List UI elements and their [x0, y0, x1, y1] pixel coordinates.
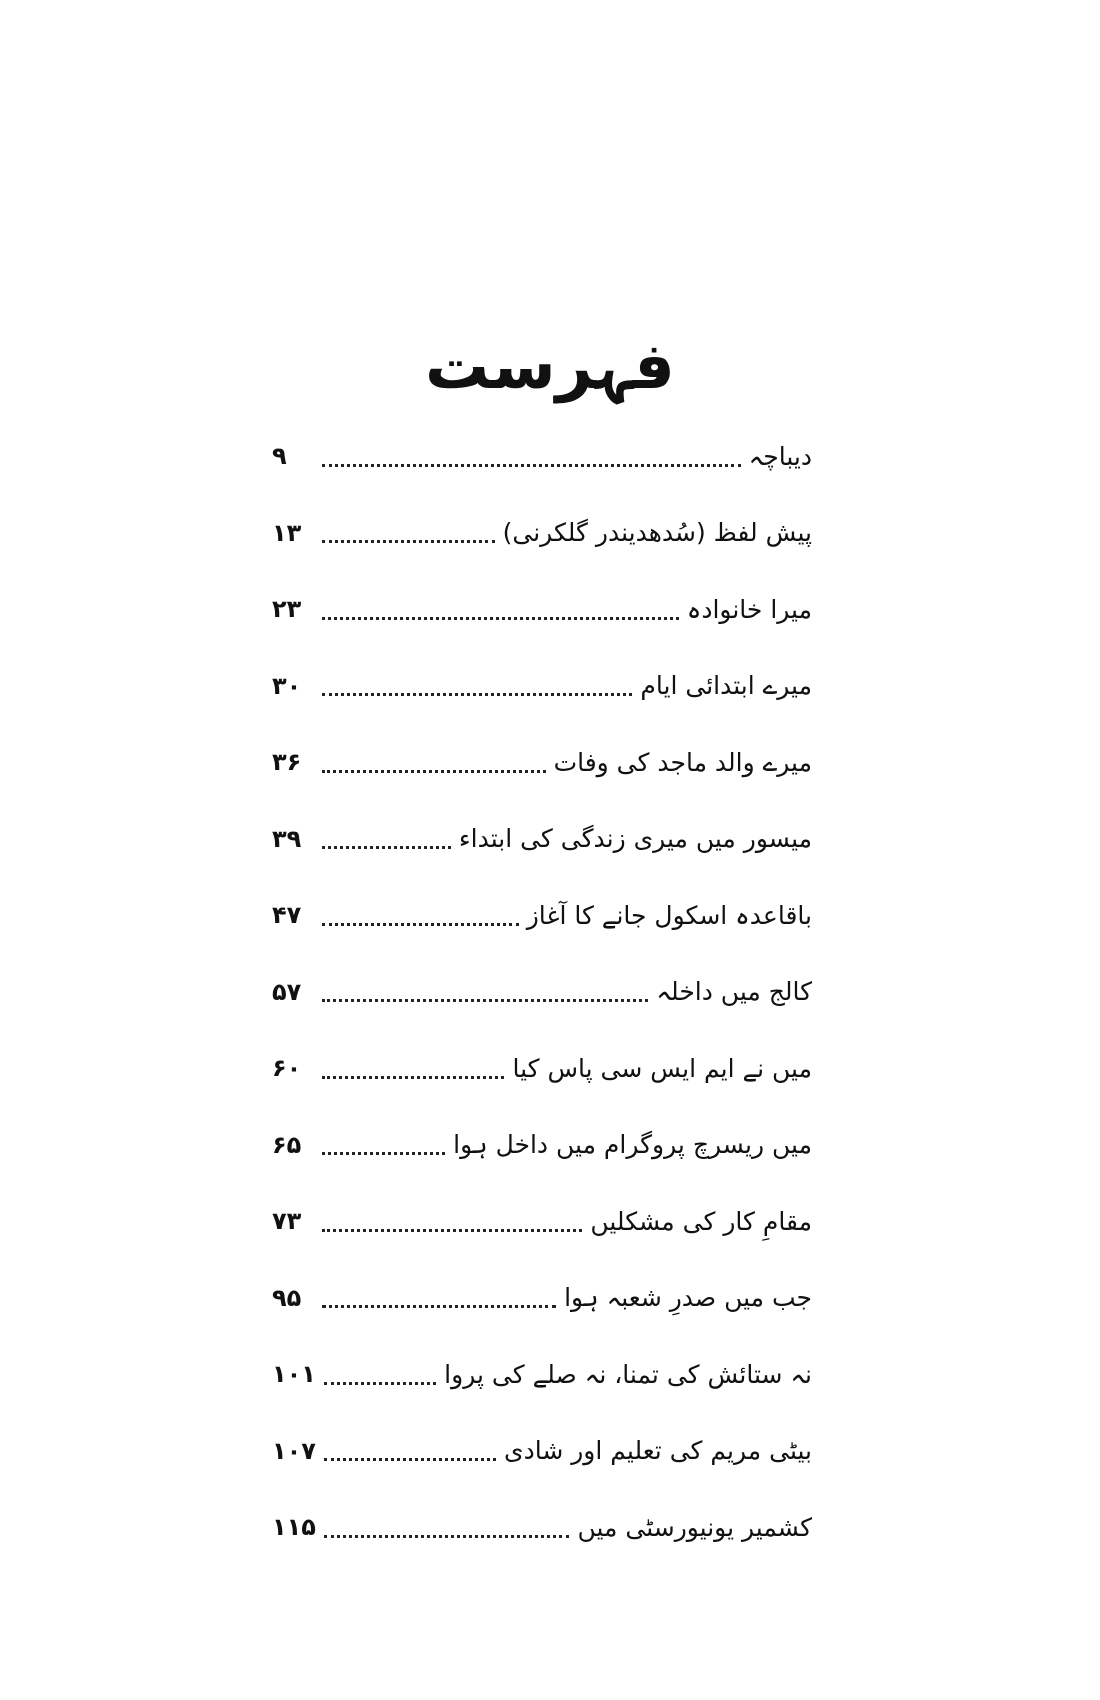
dot-leader — [322, 462, 741, 467]
toc-title: باقاعدہ اسکول جانے کا آغاز — [526, 900, 812, 930]
toc-page-number: ۱۰۱ — [272, 1360, 316, 1389]
toc-page-number: ۳۰ — [272, 671, 302, 700]
dot-leader — [322, 1303, 556, 1308]
toc-entry — [272, 648, 812, 725]
toc-entry — [272, 724, 812, 801]
toc-entry — [272, 1260, 812, 1337]
toc-entry — [272, 1336, 812, 1413]
toc-page-number: ۳۶ — [272, 748, 302, 777]
toc-entry — [272, 1030, 812, 1107]
toc-entry — [272, 1489, 812, 1566]
toc-title: کالج میں داخلہ — [656, 977, 812, 1007]
toc-page-number: ۳۹ — [272, 824, 302, 853]
toc-page-number: ۴۷ — [272, 901, 302, 930]
toc-title: نہ ستائش کی تمنا، نہ صلے کی پروا — [444, 1359, 812, 1389]
dot-leader — [322, 615, 679, 620]
toc-entry — [272, 571, 812, 648]
dot-leader — [322, 921, 519, 926]
toc-title: میرے والد ماجد کی وفات — [553, 747, 812, 777]
dot-leader — [322, 768, 546, 773]
toc-entry — [272, 1183, 812, 1260]
dot-leader — [324, 1380, 436, 1385]
toc-entry — [272, 954, 812, 1031]
toc-title: کشمیر یونیورسٹی میں — [577, 1512, 812, 1542]
dot-leader — [324, 1456, 496, 1461]
toc-title: میرا خانوادہ — [686, 594, 812, 624]
toc-page-number: ۹ — [272, 442, 287, 471]
toc-page-number: ۱۱۵ — [272, 1513, 316, 1542]
dot-leader — [322, 997, 648, 1002]
toc-page-number: ۶۵ — [272, 1130, 302, 1159]
toc-title: جب میں صدرِ شعبہ ہوا — [564, 1283, 812, 1313]
toc-title: میں ریسرچ پروگرام میں داخل ہوا — [453, 1130, 812, 1160]
toc-title: بیٹی مریم کی تعلیم اور شادی — [504, 1436, 812, 1466]
toc-title: میسور میں میری زندگی کی ابتداء — [458, 824, 812, 854]
toc-entry — [272, 495, 812, 572]
toc-title: میں نے ایم ایس سی پاس کیا — [512, 1053, 812, 1083]
toc-title: پیش لفظ (سُدھدیندر گلکرنی) — [502, 518, 812, 548]
toc-page-number: ۱۰۷ — [272, 1436, 316, 1465]
toc-page-number: ۹۵ — [272, 1283, 302, 1312]
dot-leader — [322, 691, 632, 696]
toc-page-number: ۲۳ — [272, 595, 302, 624]
dot-leader — [322, 844, 451, 849]
toc-entry — [272, 801, 812, 878]
toc-entry — [272, 1413, 812, 1490]
toc-title: دیباچہ — [748, 441, 812, 471]
dot-leader — [322, 1150, 445, 1155]
dot-leader — [322, 1074, 504, 1079]
toc-page-number: ۶۰ — [272, 1054, 302, 1083]
dot-leader — [324, 1533, 570, 1538]
page-title: فہرست — [425, 329, 675, 404]
toc-title: مقامِ کار کی مشکلیں — [590, 1206, 812, 1236]
dot-leader — [322, 538, 495, 543]
toc-entry — [272, 877, 812, 954]
toc-page-number: ۷۳ — [272, 1207, 302, 1236]
toc-title: میرے ابتدائی ایام — [640, 671, 812, 701]
dot-leader — [322, 1227, 582, 1232]
toc-entry — [272, 1107, 812, 1184]
toc-page-number: ۵۷ — [272, 977, 302, 1006]
toc-entry — [272, 418, 812, 495]
toc-page-number: ۱۳ — [272, 518, 302, 547]
table-of-contents — [272, 418, 812, 1566]
